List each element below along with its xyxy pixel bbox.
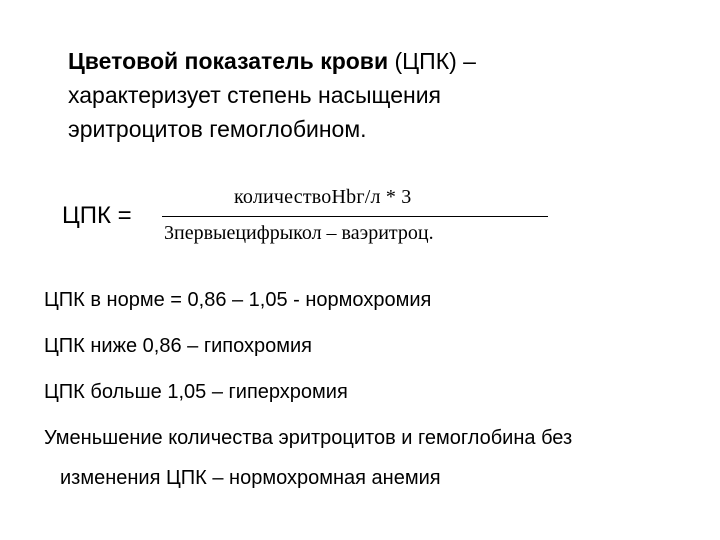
formula-numerator: количествоНbг/л * 3	[234, 186, 412, 208]
intro-line-1	[68, 44, 688, 78]
formula-denominator: 3первыецифрыкол – ваэритроц.	[164, 222, 434, 244]
fraction-bar	[162, 216, 548, 217]
intro-term: Цветовой показатель крови	[68, 48, 389, 74]
hyperchromia-line: ЦПК больше 1,05 – гиперхромия	[44, 381, 348, 403]
intro-line-2: характеризует степень насыщения	[68, 82, 441, 108]
hypochromia-line: ЦПК ниже 0,86 – гипохромия	[44, 335, 313, 357]
intro-paragraph	[68, 44, 688, 146]
anemia-line-2: изменения ЦПК – нормохромная анемия	[60, 467, 441, 489]
formula-fraction	[162, 186, 562, 256]
cpk-formula	[62, 186, 582, 256]
intro-line-3: эритроцитов гемоглобином.	[68, 116, 367, 142]
formula-lhs: ЦПК =	[62, 202, 132, 229]
norm-line: ЦПК в норме = 0,86 – 1,05 - нормохромия	[44, 289, 432, 311]
intro-abbrev: (ЦПК) –	[388, 48, 476, 74]
anemia-line-1: Уменьшение количества эритроцитов и гемоглобина без	[44, 427, 573, 449]
